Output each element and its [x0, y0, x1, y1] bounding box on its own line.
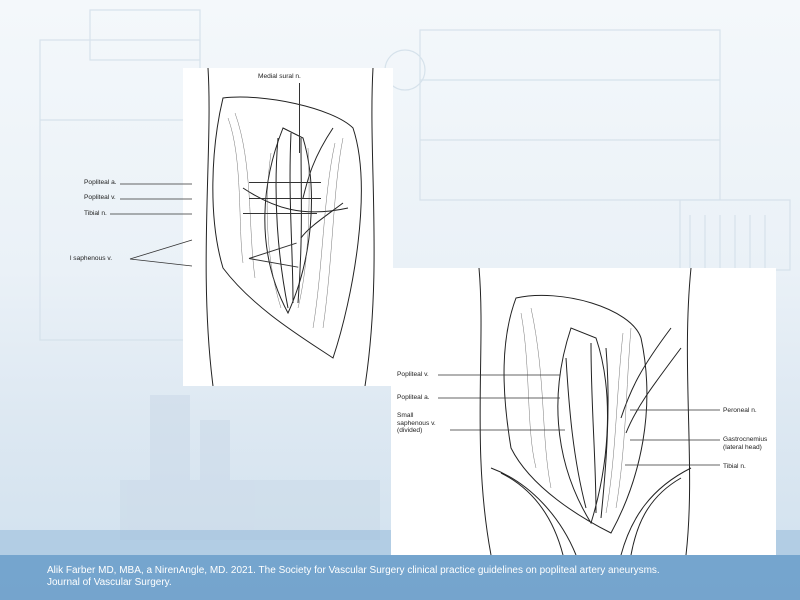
label-popliteal-artery-bottom: Popliteal a. [397, 394, 430, 401]
label-popliteal-artery-top: Popliteal a. [84, 179, 117, 186]
leader-line [243, 213, 317, 214]
label-peroneal-nerve: Peroneal n. [723, 407, 757, 414]
citation-caption [47, 565, 767, 589]
label-gastrocnemius: Gastrocnemius (lateral head) [723, 436, 768, 451]
citation-line-2: Journal of Vascular Surgery. [47, 577, 172, 588]
label-leaders-top [84, 180, 194, 270]
popliteal-exposure-drawing [183, 68, 393, 386]
label-leaders-bottom [390, 370, 730, 470]
leader-line [249, 182, 321, 183]
surgical-illustration-top [183, 68, 393, 386]
citation-line-1: Alik Farber MD, MBA, a NirenAngle, MD. 2021. The Society for Vascular Surgery clinical practice guidelines on popliteal artery aneurysms. [47, 565, 660, 576]
label-popliteal-vein-top: Popliteal v. [84, 194, 116, 201]
label-medial-sural-nerve: Medial sural n. [258, 73, 301, 80]
leader-line [249, 198, 321, 199]
leader-line [299, 83, 300, 153]
label-popliteal-vein-bottom: Popliteal v. [397, 371, 429, 378]
label-small-saphenous-vein: Small saphenous v. (divided) [397, 412, 436, 434]
label-saphenous-vein-top: l saphenous v. [70, 255, 113, 262]
label-tibial-nerve-top: Tibial n. [84, 210, 107, 217]
label-tibial-nerve-bottom: Tibial n. [723, 463, 746, 470]
